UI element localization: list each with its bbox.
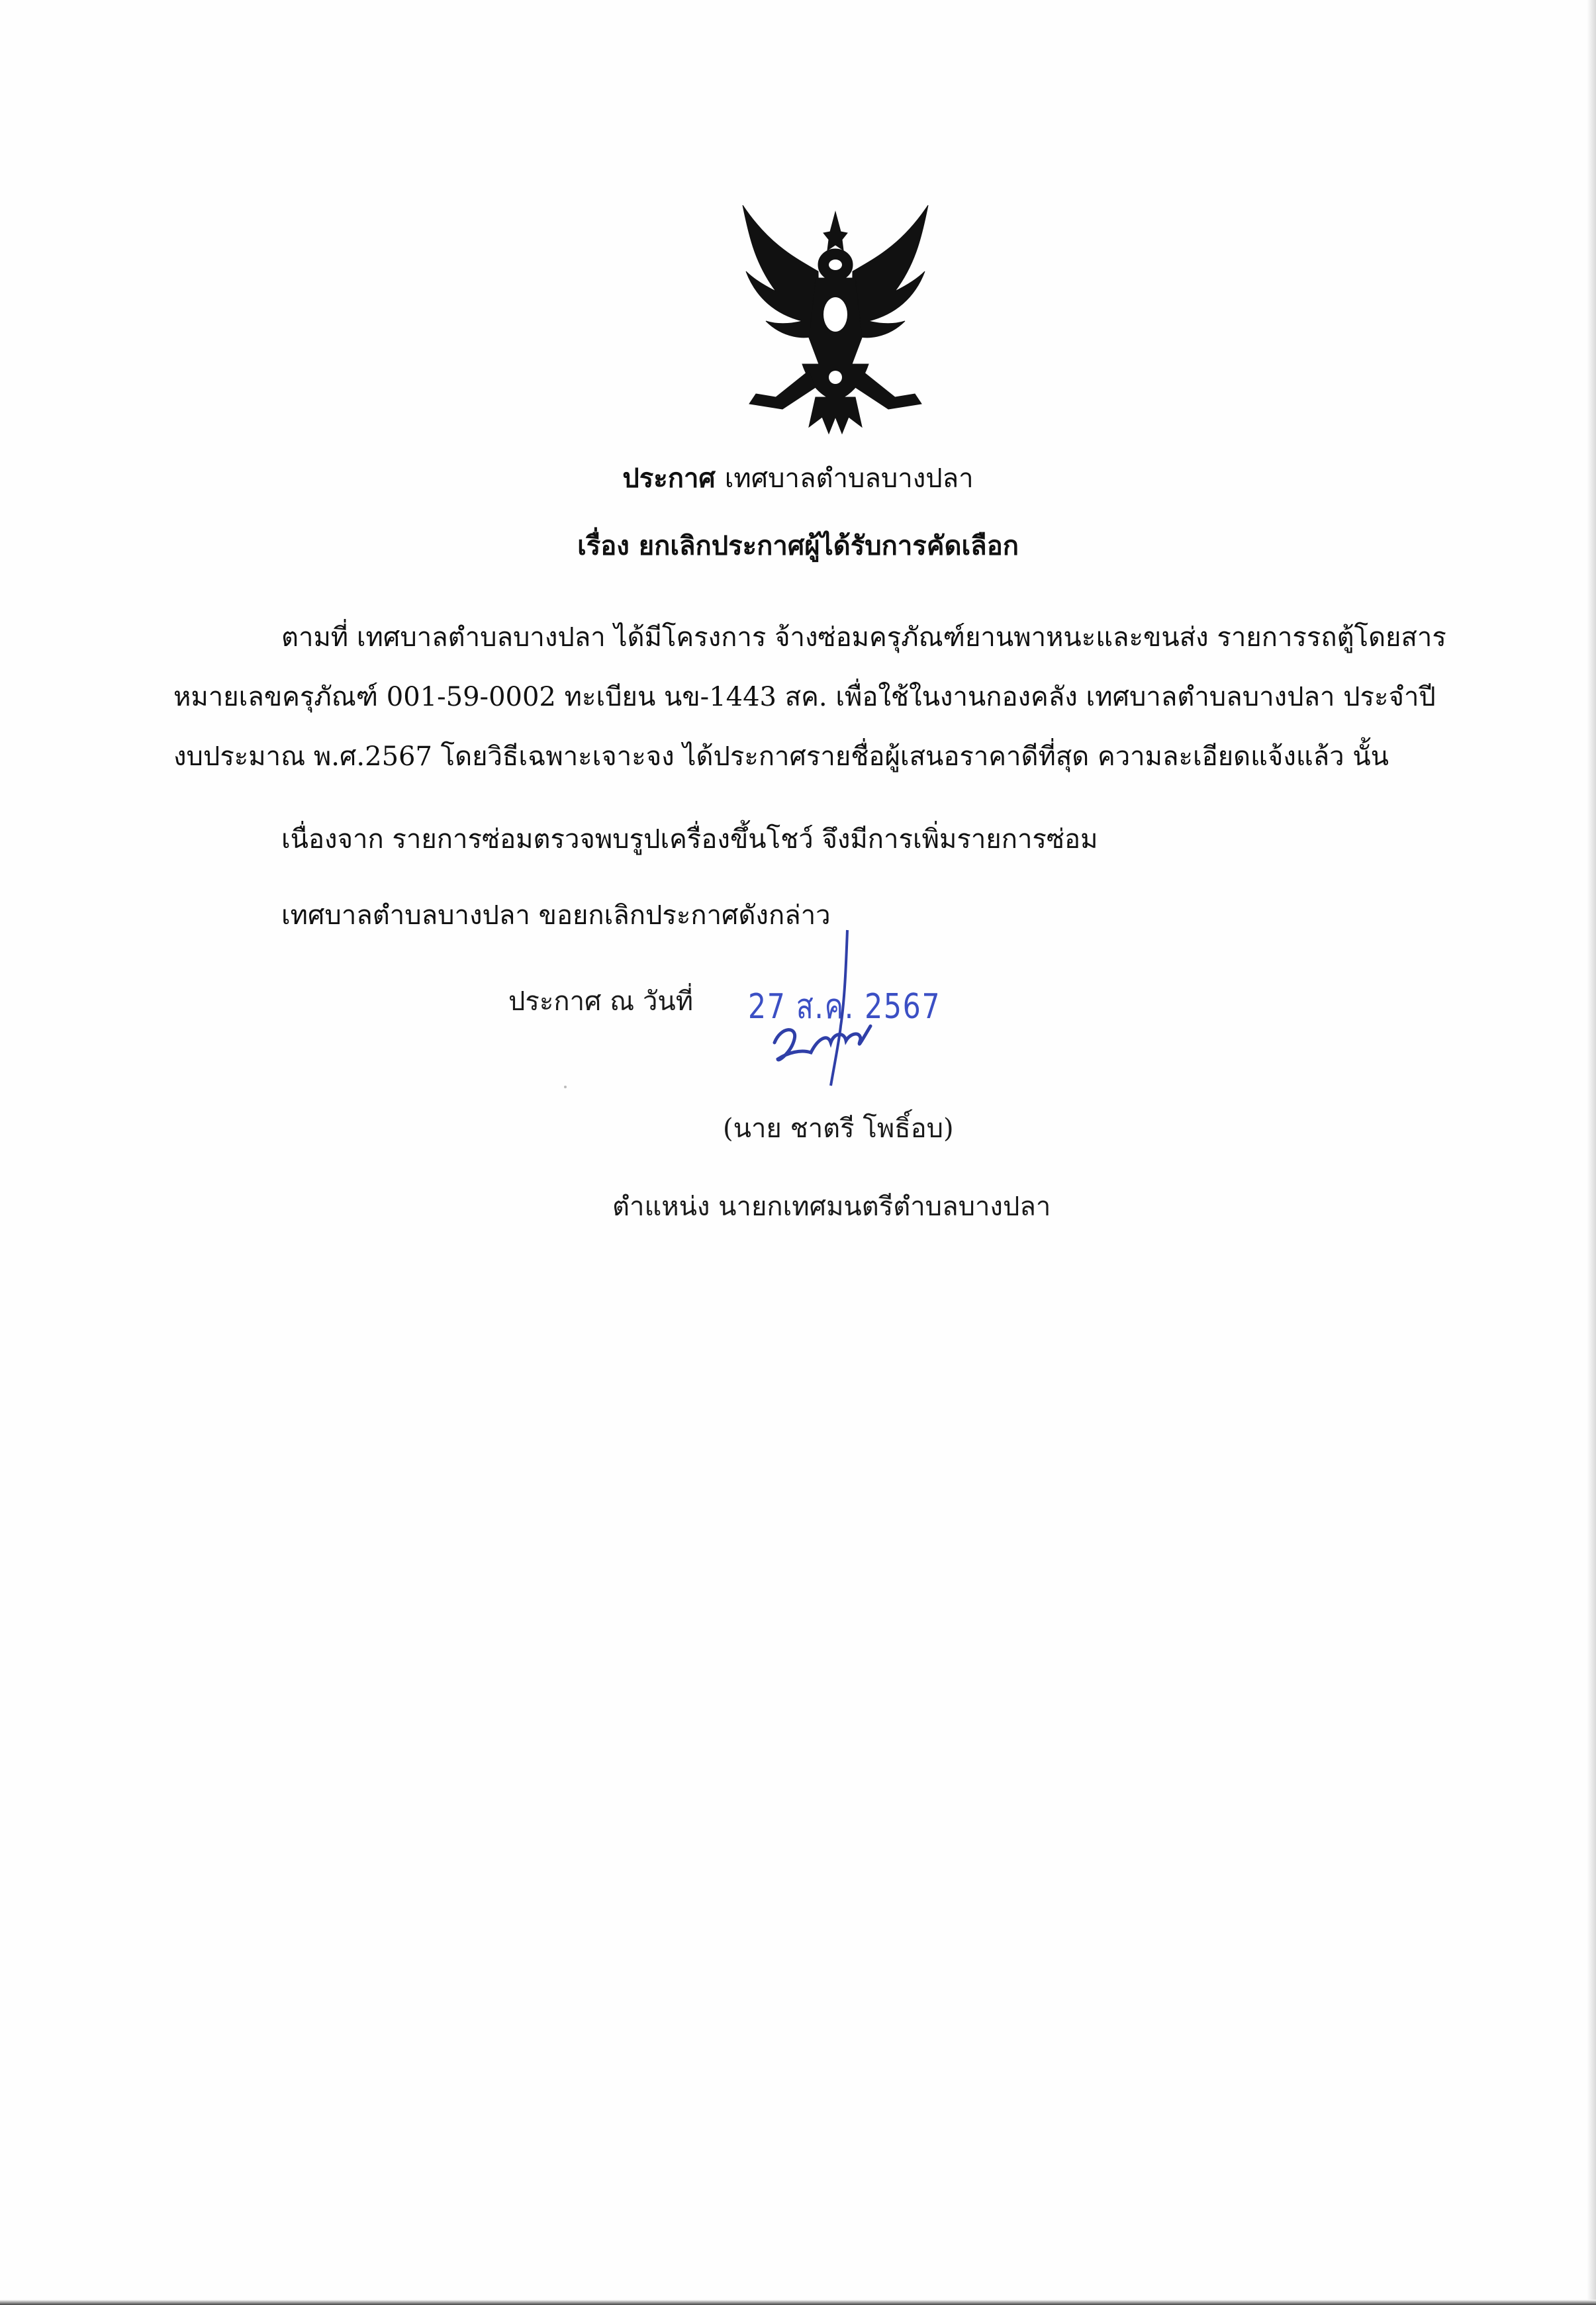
paragraph-1-line-3: งบประมาณ พ.ศ.2567 โดยวิธีเฉพาะเจาะจง ได้ประกาศรายชื่อผู้เสนอราคาดีที่สุด ความละเอียดแจ้งแล้ว นั้น (173, 741, 1389, 772)
announcement-subject (0, 524, 1596, 567)
scan-speck (564, 1086, 567, 1088)
paper-edge (1587, 0, 1596, 2305)
paper-bottom-edge (0, 2300, 1596, 2305)
title-prefix: ประกาศ (622, 463, 716, 494)
paragraph-2: เนื่องจาก รายการซ่อมตรวจพบรูปเครื่องขึ้นโชว์ จึงมีการเพิ่มรายการซ่อม (281, 824, 1098, 855)
paragraph-3: เทศบาลตำบลบางปลา ขอยกเลิกประกาศดังกล่าว (281, 900, 831, 931)
subject-prefix: เรื่อง (577, 530, 630, 561)
announce-date-label: ประกาศ ณ วันที่ (508, 986, 694, 1017)
date-stamp: 27 ส.ค. 2567 (748, 987, 941, 1027)
garuda-emblem-icon (729, 199, 941, 437)
paragraph-1-line-1: ตามที่ เทศบาลตำบลบางปลา ได้มีโครงการ จ้างซ่อมครุภัณฑ์ยานพาหนะและขนส่ง รายการรถตู้โดยสาร (281, 622, 1446, 653)
signer-title: ตำแหน่ง นายกเทศมนตรีตำบลบางปลา (612, 1192, 1051, 1222)
subject-text: ยกเลิกประกาศผู้ได้รับการคัดเลือก (638, 530, 1019, 561)
signer-name: (นาย ชาตรี โพธิ์อบ) (723, 1113, 954, 1144)
announcement-title (0, 457, 1596, 499)
paragraph-1-line-2: หมายเลขครุภัณฑ์ 001-59-0002 ทะเบียน นข-1443 สค. เพื่อใช้ในงานกองคลัง เทศบาลตำบลบางปลา ประจำปี (173, 682, 1436, 712)
title-organization: เทศบาลตำบลบางปลา (724, 463, 974, 494)
handwritten-signature (761, 927, 933, 1092)
